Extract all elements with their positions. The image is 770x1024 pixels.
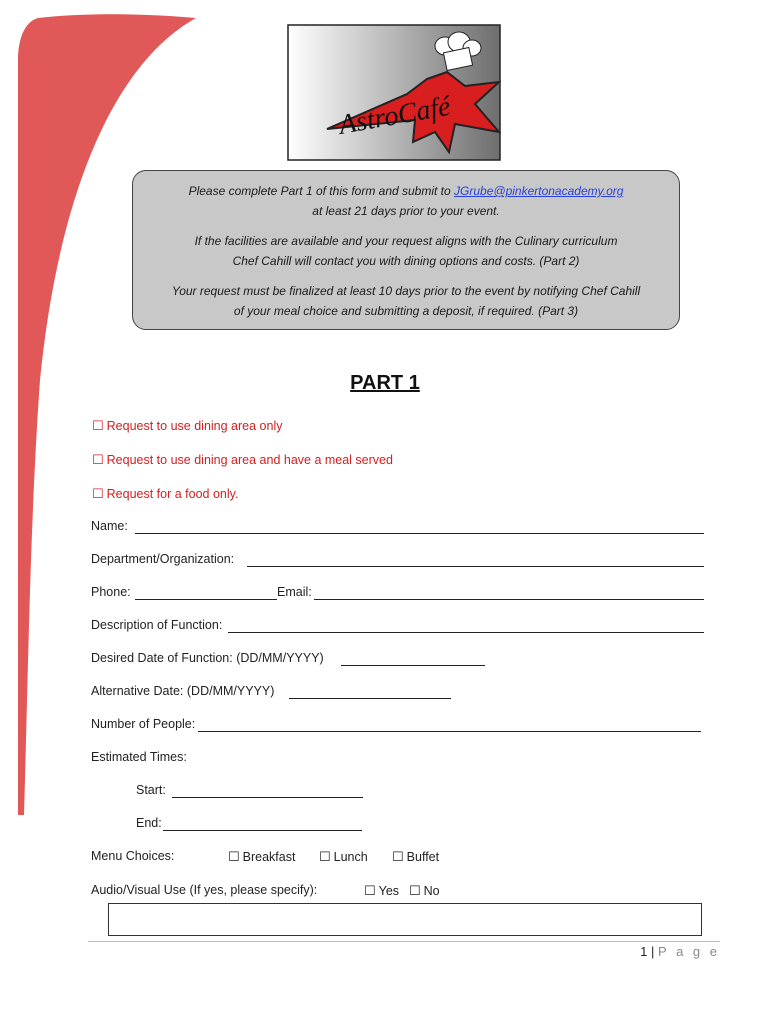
request-label: Request for a food only.	[106, 487, 239, 501]
checkbox-icon[interactable]: ☐	[228, 849, 240, 864]
av-option-yes[interactable]	[364, 883, 399, 899]
checkbox-icon[interactable]: ☐	[364, 883, 376, 898]
checkbox-icon[interactable]: ☐	[392, 849, 404, 864]
svg-text:AstroCafé: AstroCafé	[336, 90, 453, 141]
start-row	[91, 783, 711, 801]
request-label: Request to use dining area and have a meal served	[106, 453, 393, 467]
people-label: Number of People:	[91, 717, 196, 731]
alt-date-row	[91, 684, 711, 702]
department-field[interactable]	[247, 566, 704, 567]
astro-cafe-logo	[287, 24, 501, 161]
request-food-only[interactable]	[92, 486, 238, 502]
av-option-label: No	[423, 884, 440, 898]
times-label: Estimated Times:	[91, 750, 187, 764]
desired-date-row	[91, 651, 711, 669]
alt-date-field[interactable]	[289, 698, 451, 699]
department-row	[91, 552, 711, 570]
instructions-para2-line1: If the facilities are available and your request aligns with the Culinary curriculum	[194, 234, 618, 248]
instructions-para2-line2: Chef Cahill will contact you with dining options and costs. (Part 2)	[232, 254, 580, 268]
footer-separator: |	[651, 944, 655, 959]
name-label: Name:	[91, 519, 128, 533]
description-field[interactable]	[228, 632, 704, 633]
instructions-line1: Please complete Part 1 of this form and submit to	[188, 184, 455, 198]
instructions-para3-line2: of your meal choice and submitting a deposit, if required. (Part 3)	[233, 304, 579, 318]
av-option-label: Yes	[378, 884, 400, 898]
menu-option-breakfast[interactable]	[228, 849, 295, 865]
request-dining-meal[interactable]	[92, 452, 393, 468]
request-label: Request to use dining area only	[106, 419, 283, 433]
page-number: 1	[640, 944, 648, 959]
checkbox-icon[interactable]: ☐	[319, 849, 331, 864]
email-field[interactable]	[314, 599, 704, 600]
end-time-field[interactable]	[163, 830, 362, 831]
times-row	[91, 750, 711, 768]
people-field[interactable]	[198, 731, 701, 732]
description-label: Description of Function:	[91, 618, 223, 632]
menu-row	[91, 849, 711, 867]
name-field[interactable]	[135, 533, 704, 534]
end-row	[91, 816, 711, 834]
desired-date-field[interactable]	[341, 665, 485, 666]
footer-divider	[88, 941, 720, 942]
instructions-para3-line1: Your request must be finalized at least 10 days prior to the event by notifying Chef Cahill	[171, 284, 641, 298]
start-label: Start:	[136, 783, 166, 797]
menu-option-lunch[interactable]	[319, 849, 368, 865]
av-specify-textbox[interactable]	[108, 903, 702, 936]
menu-option-label: Buffet	[406, 850, 440, 864]
menu-option-buffet[interactable]	[392, 849, 439, 865]
page-word: P a g e	[658, 944, 720, 959]
email-label: Email:	[277, 585, 312, 599]
part-title: PART 1	[350, 372, 420, 394]
phone-email-row	[91, 585, 711, 603]
phone-field[interactable]	[135, 599, 277, 600]
checkbox-icon[interactable]: ☐	[92, 452, 104, 467]
desired-date-label: Desired Date of Function: (DD/MM/YYYY)	[91, 651, 324, 665]
phone-label: Phone:	[91, 585, 131, 599]
av-option-no[interactable]	[409, 883, 440, 899]
name-row	[91, 519, 711, 537]
menu-option-label: Lunch	[333, 850, 368, 864]
request-dining-only[interactable]	[92, 418, 282, 434]
page-footer	[640, 944, 720, 959]
checkbox-icon[interactable]: ☐	[92, 486, 104, 501]
description-row	[91, 618, 711, 636]
instructions-line1-suffix: at least 21 days prior to your event.	[312, 204, 500, 218]
av-row	[91, 883, 711, 901]
instructions-box	[132, 170, 680, 330]
start-time-field[interactable]	[172, 797, 363, 798]
menu-option-label: Breakfast	[242, 850, 296, 864]
people-row	[91, 717, 711, 735]
checkbox-icon[interactable]: ☐	[409, 883, 421, 898]
av-label: Audio/Visual Use (If yes, please specify):	[91, 883, 318, 897]
email-link[interactable]: JGrube@pinkertonacademy.org	[454, 184, 624, 198]
alt-date-label: Alternative Date: (DD/MM/YYYY)	[91, 684, 275, 698]
end-label: End:	[136, 816, 162, 830]
menu-label: Menu Choices:	[91, 849, 175, 863]
checkbox-icon[interactable]: ☐	[92, 418, 104, 433]
department-label: Department/Organization:	[91, 552, 235, 566]
